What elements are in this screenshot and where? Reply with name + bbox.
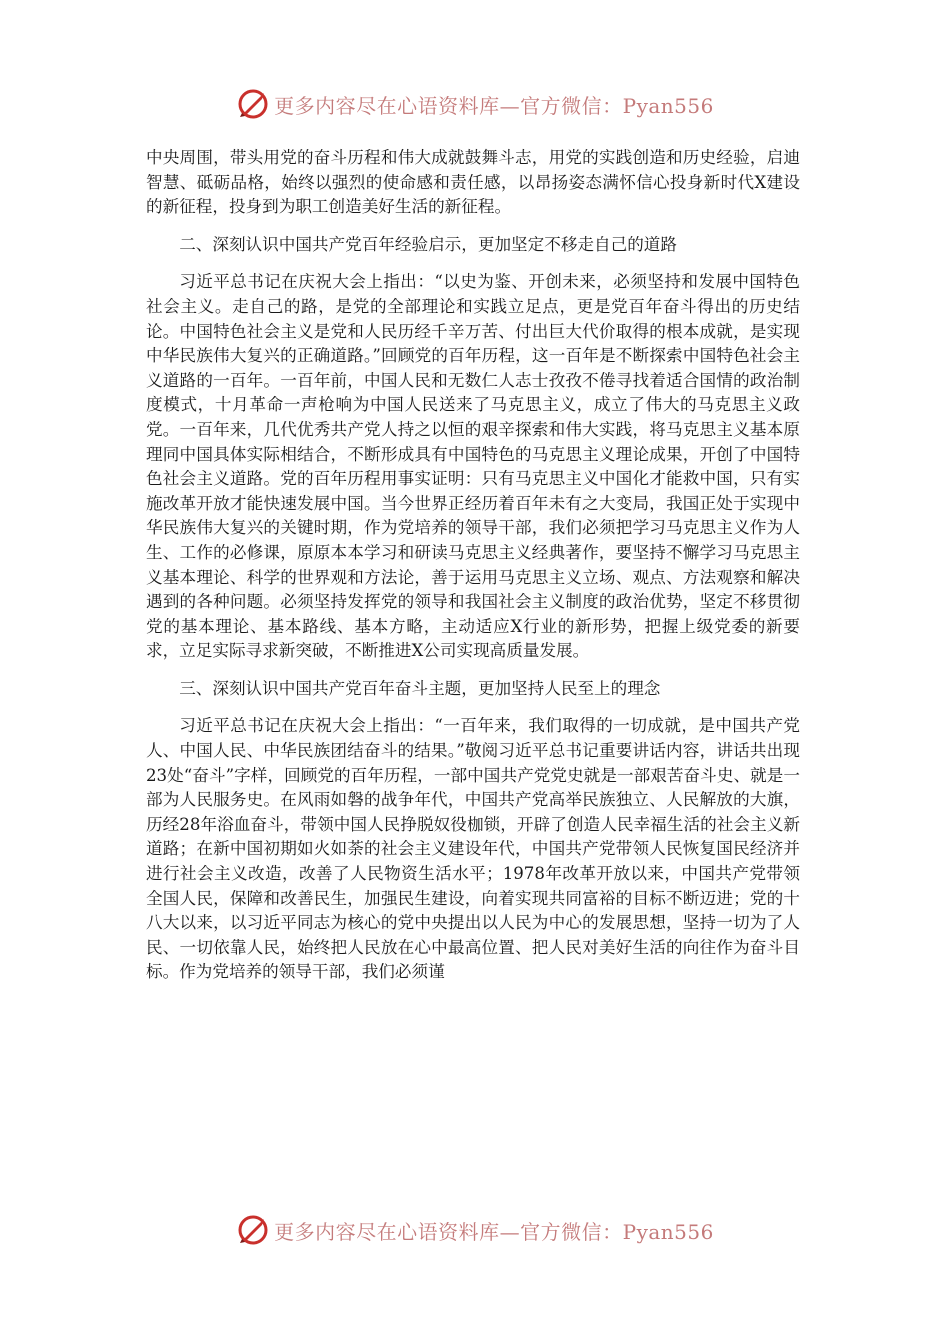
footer-banner: [0, 1208, 950, 1252]
footer-banner-text: 更多内容尽在心语资料库—官方微信：Pyan556: [274, 1219, 714, 1244]
section-heading-2: 二、深刻认识中国共产党百年经验启示，更加坚定不移走自己的道路: [179, 234, 677, 254]
header-banner-text: 更多内容尽在心语资料库—官方微信：Pyan556: [274, 93, 714, 118]
paragraph-2: [146, 270, 800, 664]
header-banner: [0, 82, 950, 126]
section-heading-3: 三、深刻认识中国共产党百年奋斗主题，更加坚持人民至上的理念: [179, 678, 661, 698]
pen-logo-icon: [236, 1213, 270, 1247]
pen-logo-icon: [236, 87, 270, 121]
paragraph-2-text: 习近平总书记在庆祝大会上指出：“以史为鉴、开创未来，必须坚持和发展中国特色社会主义。走自己的路，是党的全部理论和实践立足点，更是党百年奋斗得出的历史结论。中国特色社会主义是党和人民历经千辛万苦、付出巨大代价取得的根本成就，是实现中华民族伟大复兴的正确道路。”回顾党的百年历程，这一百年是不断探索中国特色社会主义道路的一百年。一百年前，中国人民和无数仁人志士孜孜不倦寻找着适合国情的政治制度模式，十月革命一声枪响为中国人民送来了马克思主义，成立了伟大的马克思主义政党。一百年来，几代优秀共产党人持之以恒的艰辛探索和伟大实践，将马克思主义基本原理同中国具体实际相结合，不断形成具有中国特色的马克思主义理论成果，开创了中国特色社会主义道路。党的百年历程用事实证明：只有马克思主义中国化才能救中国，只有实施改革开放才能快速发展中国。当今世界正经历着百年未有之大变局，我国正处于实现中华民族伟大复兴的关键时期，作为党培养的领导干部，我们必须把学习马克思主义作为人生、工作的必修课，原原本本学习和研读马克思主义经典著作，要坚持不懈学习马克思主义基本理论、科学的世界观和方法论，善于运用马克思主义立场、观点、方法观察和解决遇到的各种问题。必须坚持发挥党的领导和我国社会主义制度的政治优势，坚定不移贯彻党的基本理论、基本路线、基本方略，主动适应X行业的新形势，把握上级党委的新要求，立足实际寻求新突破，不断推进X公司实现高质量发展。: [146, 272, 800, 661]
paragraph-1: 中央周围，带头用党的奋斗历程和伟大成就鼓舞斗志，用党的实践创造和历史经验，启迪智慧、砥砺品格，始终以强烈的使命感和责任感，以昂扬姿态满怀信心投身新时代X建设的新征程，投身到为职工创造美好生活的新征程。: [146, 148, 800, 217]
paragraph-3: 习近平总书记在庆祝大会上指出：“一百年来，我们取得的一切成就，是中国共产党人、中国人民、中华民族团结奋斗的结果。”敬阅习近平总书记重要讲话内容，讲话共出现23处“奋斗”字样，回顾党的百年历程，一部中国共产党党史就是一部艰苦奋斗史、就是一部为人民服务史。在风雨如磐的战争年代，中国共产党高举民族独立、人民解放的大旗，历经28年浴血奋斗，带领中国人民挣脱奴役枷锁，开辟了创造人民幸福生活的社会主义新道路；在新中国初期如火如荼的社会主义建设年代，中国共产党带领人民恢复国民经济并进行社会主义改造，改善了人民物资生活水平；1978年改革开放以来，中国共产党带领全国人民，保障和改善民生，加强民生建设，向着实现共同富裕的目标不断迈进；党的十八大以来，以习近平同志为核心的党中央提出以人民为中心的发展思想，坚持一切为了人民、一切依靠人民，始终把人民放在心中最高位置、把人民对美好生活的向往作为奋斗目标。作为党培养的领导干部，我们必须谨: [146, 716, 800, 982]
document-body: [146, 146, 800, 985]
